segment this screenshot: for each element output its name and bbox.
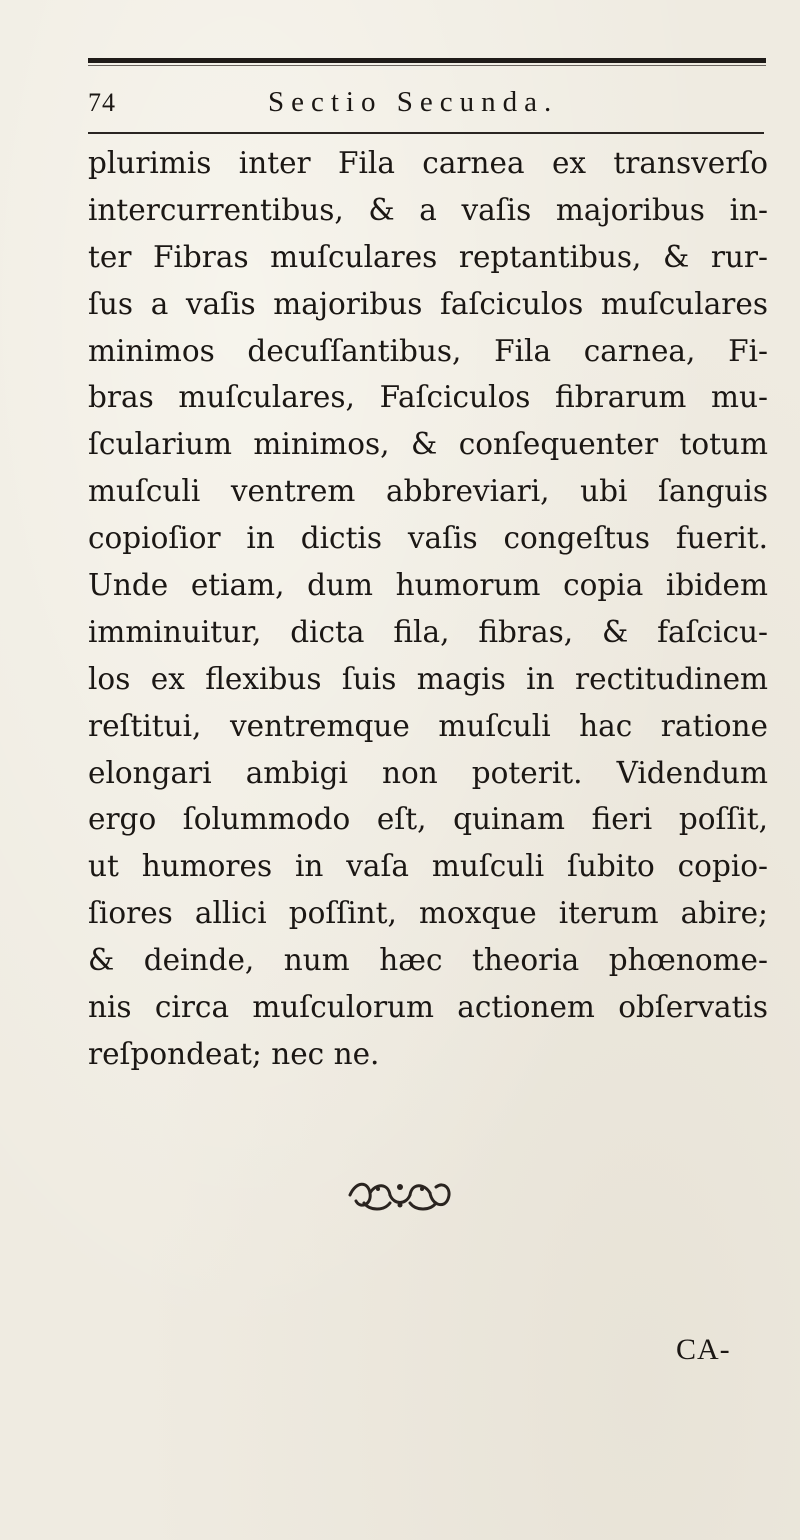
text-line: minimos decuſſantibus, Fila carnea, Fi-: [88, 333, 768, 368]
header-rule: [88, 132, 764, 134]
top-border-rule-thin: [88, 65, 766, 66]
text-line: los ex flexibus ſuis magis in rectitudinem: [88, 661, 768, 696]
catchword: CA-: [676, 1333, 731, 1366]
floral-ornament-icon: [340, 1175, 460, 1215]
page-header: [0, 86, 800, 126]
body-text: [88, 140, 768, 1078]
text-line: nis circa muſculorum actionem obſervatis: [88, 990, 768, 1025]
text-line: muſculi ventrem abbreviari, ubi ſanguis: [88, 474, 768, 509]
running-head: Sectio Secunda.: [268, 86, 559, 118]
page-number: 74: [88, 88, 116, 117]
text-line: copioſior in dictis vaſis congeſtus fuerit.: [88, 521, 768, 556]
text-line: ut humores in vaſa muſculi ſubito copio-: [88, 849, 768, 884]
text-line: elongari ambigi non poterit. Videndum: [88, 755, 768, 790]
top-border-rule: [88, 58, 766, 63]
text-line: imminuitur, dicta fila, fibras, & faſcicu-: [88, 614, 768, 649]
text-line: ergo ſolummodo eſt, quinam fieri poſſit,: [88, 802, 768, 837]
text-line: ſcularium minimos, & conſequenter totum: [88, 427, 768, 462]
text-line: & deinde, num hæc theoria phœnome-: [88, 943, 768, 978]
text-line: intercurrentibus, & a vaſis majoribus in-: [88, 192, 768, 227]
text-line: ſus a vaſis majoribus faſciculos muſculares: [88, 286, 768, 321]
text-line-last: reſpondeat; nec ne.: [88, 1036, 380, 1071]
text-line: plurimis inter Fila carnea ex transverſo: [88, 146, 768, 180]
text-line: reſtitui, ventremque muſculi hac ratione: [88, 708, 768, 743]
text-line: ſiores allici poſſint, moxque iterum abire;: [88, 896, 768, 931]
text-line: Unde etiam, dum humorum copia ibidem: [88, 568, 768, 603]
text-line: bras muſculares, Faſciculos fibrarum mu-: [88, 380, 768, 415]
text-line: ter Fibras muſculares reptantibus, & rur-: [88, 239, 768, 274]
